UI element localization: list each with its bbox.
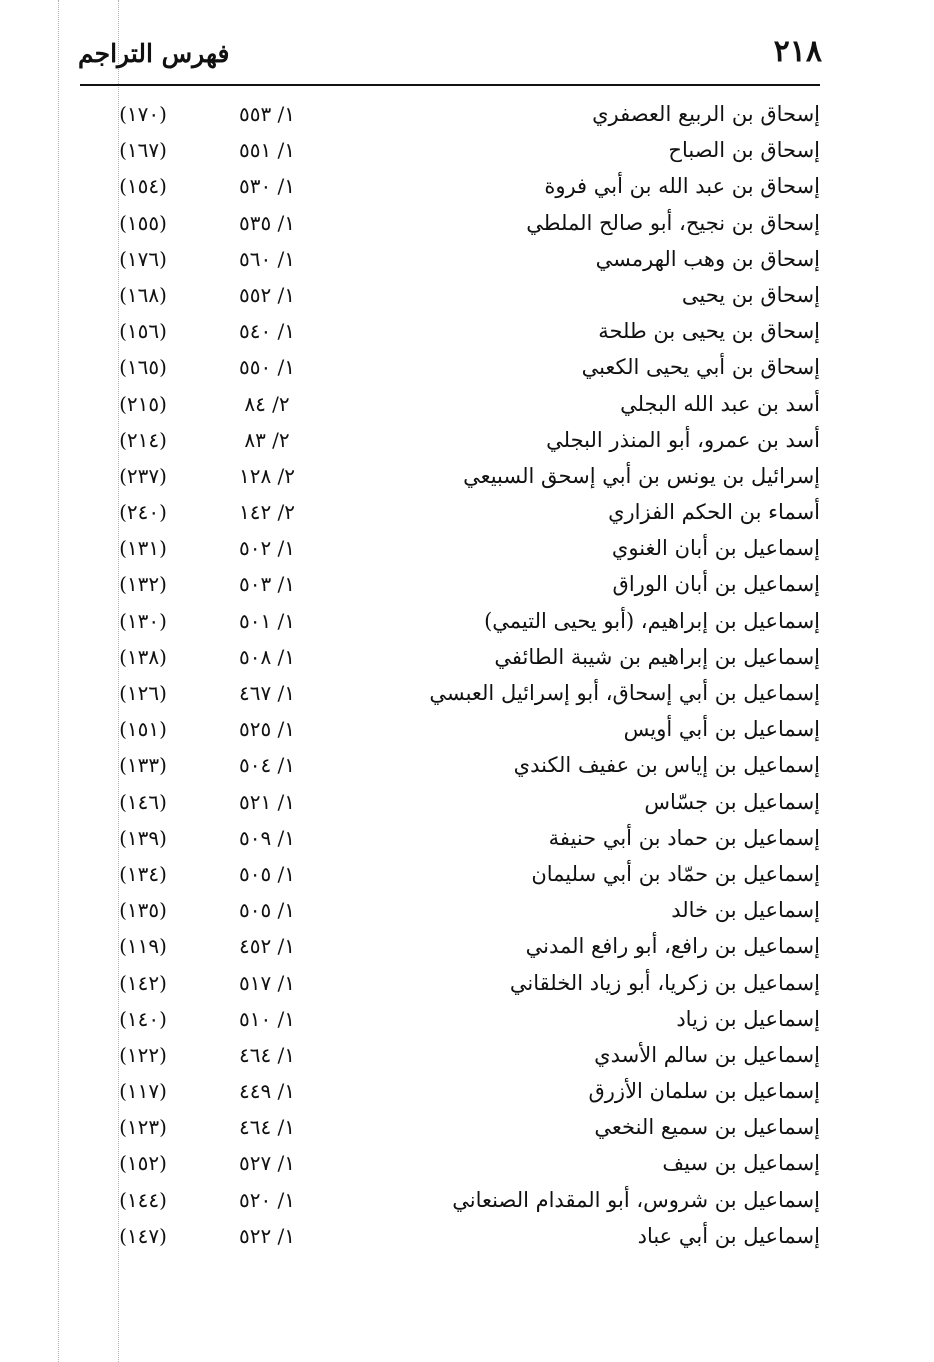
entry-volume-page: ١/ ٥٢٠ xyxy=(238,1187,296,1212)
entry-name: إسحاق بن الربيع العصفري xyxy=(592,102,820,126)
index-entry xyxy=(80,1038,820,1074)
entry-volume-page: ١/ ٥٥١ xyxy=(238,138,296,163)
entry-number: (١٤٦) xyxy=(119,789,167,814)
entry-volume-page: ١/ ٥٠٣ xyxy=(238,572,296,597)
entry-name: أسد بن عمرو، أبو المنذر البجلي xyxy=(546,427,820,452)
index-entry xyxy=(80,133,820,169)
entry-name: إسرائيل بن يونس بن أبي إسحق السبيعي xyxy=(463,463,820,488)
entry-volume-page: ١/ ٥٥٢ xyxy=(238,282,296,307)
index-entry xyxy=(80,350,820,386)
scan-margin-line xyxy=(58,0,59,1362)
entry-name: إسحاق بن أبي يحيى الكعبي xyxy=(581,355,820,380)
index-entry xyxy=(80,893,820,929)
entry-name: إسماعيل بن إبراهيم بن شيبة الطائفي xyxy=(494,644,820,669)
index-entry xyxy=(80,748,820,784)
index-entries xyxy=(80,97,820,1255)
entry-name: إسماعيل بن إياس بن عفيف الكندي xyxy=(513,753,820,778)
entry-volume-page: ١/ ٥٠٢ xyxy=(238,536,296,561)
entry-name: إسماعيل بن زكريا، أبو زياد الخلقاني xyxy=(509,970,820,995)
entry-number: (١٣١) xyxy=(119,536,167,561)
entry-volume-page: ٢/ ٨٣ xyxy=(244,427,290,452)
entry-name: إسحاق بن وهب الهرمسي xyxy=(595,246,820,271)
entry-volume-page: ٢/ ٨٤ xyxy=(244,391,290,416)
index-entry xyxy=(80,387,820,423)
entry-volume-page: ١/ ٥٠٩ xyxy=(238,825,296,850)
entry-volume-page: ١/ ٥٢٢ xyxy=(238,1223,296,1248)
entry-volume-page: ١/ ٥٢٥ xyxy=(238,717,296,742)
entry-number: (١٤٤) xyxy=(119,1187,167,1212)
entry-number: (١٣٢) xyxy=(119,572,167,597)
entry-name: إسحاق بن يحيى xyxy=(681,282,820,307)
index-entry xyxy=(80,206,820,242)
index-entry xyxy=(80,495,820,531)
index-entry xyxy=(80,314,820,350)
entry-name: إسحاق بن الصباح xyxy=(668,138,820,163)
entry-number: (١٥٤) xyxy=(119,174,167,199)
entry-number: (١٥١) xyxy=(119,717,167,742)
entry-volume-page: ١/ ٥٢٧ xyxy=(238,1151,296,1176)
entry-name: إسماعيل بن زياد xyxy=(676,1006,820,1031)
entry-volume-page: ١/ ٥٠١ xyxy=(238,608,296,633)
entry-number: (١٣٤) xyxy=(119,861,167,886)
entry-name: إسماعيل بن سيف xyxy=(662,1151,820,1176)
entry-number: (١١٧) xyxy=(119,1079,167,1104)
entry-name: إسحاق بن يحيى بن طلحة xyxy=(598,319,820,344)
index-entry xyxy=(80,459,820,495)
entry-name: إسماعيل بن أبي أويس xyxy=(623,717,820,742)
entry-volume-page: ١/ ٥٢١ xyxy=(238,789,296,814)
entry-volume-page: ١/ ٥٤٠ xyxy=(238,319,296,344)
index-entry xyxy=(80,785,820,821)
entry-name: إسماعيل بن سالم الأسدي xyxy=(594,1042,820,1067)
entry-name: أسماء بن الحكم الفزاري xyxy=(608,500,820,525)
index-entry xyxy=(80,423,820,459)
entry-name: إسماعيل بن رافع، أبو رافع المدني xyxy=(525,934,820,959)
entry-number: (٢٤٠) xyxy=(119,500,167,525)
index-entry xyxy=(80,966,820,1002)
entry-name: أسد بن عبد الله البجلي xyxy=(620,391,820,416)
entry-number: (١٣٠) xyxy=(119,608,167,633)
entry-number: (١٤٠) xyxy=(119,1006,167,1031)
entry-name: إسماعيل بن جسّاس xyxy=(644,789,820,814)
entry-number: (١٧٠) xyxy=(119,102,167,126)
entry-number: (١٧٦) xyxy=(119,246,167,271)
entry-volume-page: ١/ ٤٦٧ xyxy=(238,681,296,705)
entry-name: إسماعيل بن حماد بن أبي حنيفة xyxy=(548,825,820,850)
index-entry xyxy=(80,567,820,603)
entry-number: (١٣٥) xyxy=(119,898,167,923)
entry-volume-page: ١/ ٥٠٤ xyxy=(238,753,296,778)
entry-number: (١٣٩) xyxy=(119,825,167,850)
index-entry xyxy=(80,640,820,676)
entry-volume-page: ١/ ٥٠٥ xyxy=(238,898,296,923)
entry-number: (١٤٢) xyxy=(119,970,167,995)
entry-name: إسماعيل بن سميع النخعي xyxy=(594,1115,820,1140)
entry-volume-page: ١/ ٥١٠ xyxy=(238,1006,296,1031)
entry-name: إسحاق بن عبد الله بن أبي فروة xyxy=(544,174,820,199)
entry-volume-page: ١/ ٥٣٠ xyxy=(238,174,296,199)
index-entry xyxy=(80,676,820,712)
entry-name: إسحاق بن نجيح، أبو صالح الملطي xyxy=(526,210,820,235)
entry-number: (١٤٧) xyxy=(119,1223,167,1248)
entry-number: (١٦٥) xyxy=(119,355,167,380)
entry-number: (١٥٢) xyxy=(119,1151,167,1176)
entry-volume-page: ١/ ٥١٧ xyxy=(238,970,296,995)
index-entry xyxy=(80,712,820,748)
entry-volume-page: ١/ ٤٥٢ xyxy=(238,934,296,959)
entry-number: (١١٩) xyxy=(119,934,167,959)
entry-number: (١٣٣) xyxy=(119,753,167,778)
entry-number: (١٢٦) xyxy=(119,681,167,705)
entry-number: (٢١٥) xyxy=(119,391,167,416)
index-entry xyxy=(80,604,820,640)
entry-name: إسماعيل بن أبان الوراق xyxy=(612,572,820,597)
entry-volume-page: ٢/ ١٤٢ xyxy=(238,500,296,525)
entry-name: إسماعيل بن إبراهيم، (أبو يحيى التيمي) xyxy=(484,608,820,633)
index-entry xyxy=(80,242,820,278)
index-entry xyxy=(80,278,820,314)
page-number: ٢١٨ xyxy=(773,34,822,69)
entry-name: إسماعيل بن شروس، أبو المقدام الصنعاني xyxy=(452,1187,820,1212)
entry-volume-page: ١/ ٥٣٥ xyxy=(238,210,296,235)
index-entry xyxy=(80,821,820,857)
index-entry xyxy=(80,929,820,965)
entry-volume-page: ١/ ٤٦٤ xyxy=(238,1042,296,1067)
entry-name: إسماعيل بن أبان الغنوي xyxy=(611,536,820,561)
entry-volume-page: ٢/ ١٢٨ xyxy=(238,463,296,488)
index-entry xyxy=(80,857,820,893)
entry-number: (١٥٥) xyxy=(119,210,167,235)
index-entry xyxy=(80,1146,820,1182)
entry-name: إسماعيل بن أبي عباد xyxy=(637,1223,820,1248)
entry-volume-page: ١/ ٤٦٤ xyxy=(238,1115,296,1140)
entry-name: إسماعيل بن سلمان الأزرق xyxy=(588,1079,820,1104)
entry-number: (١٦٧) xyxy=(119,138,167,163)
entry-number: (٢١٤) xyxy=(119,427,167,452)
index-entry xyxy=(80,169,820,205)
entry-name: إسماعيل بن خالد xyxy=(671,898,820,923)
index-entry xyxy=(80,531,820,567)
index-entry xyxy=(80,1002,820,1038)
entry-volume-page: ١/ ٥٥٠ xyxy=(238,355,296,380)
entry-number: (١٦٨) xyxy=(119,282,167,307)
entry-volume-page: ١/ ٥٠٥ xyxy=(238,861,296,886)
entry-number: (٢٣٧) xyxy=(119,463,167,488)
entry-name: إسماعيل بن حمّاد بن أبي سليمان xyxy=(531,861,820,886)
entry-number: (١٣٨) xyxy=(119,644,167,669)
entry-volume-page: ١/ ٥٦٠ xyxy=(238,246,296,271)
index-entry xyxy=(80,1110,820,1146)
index-entry xyxy=(80,1219,820,1255)
entry-volume-page: ١/ ٤٤٩ xyxy=(238,1079,296,1104)
entry-number: (١٢٢) xyxy=(119,1042,167,1067)
index-entry xyxy=(80,1074,820,1110)
entry-number: (١٥٦) xyxy=(119,319,167,344)
entry-name: إسماعيل بن أبي إسحاق، أبو إسرائيل العبسي xyxy=(429,681,820,705)
header-rule xyxy=(80,84,820,86)
entry-number: (١٢٣) xyxy=(119,1115,167,1140)
entry-volume-page: ١/ ٥٥٣ xyxy=(238,102,296,126)
entry-volume-page: ١/ ٥٠٨ xyxy=(238,644,296,669)
index-entry xyxy=(80,1183,820,1219)
index-entry xyxy=(80,97,820,133)
running-title: فهرس التراجم xyxy=(78,39,230,68)
